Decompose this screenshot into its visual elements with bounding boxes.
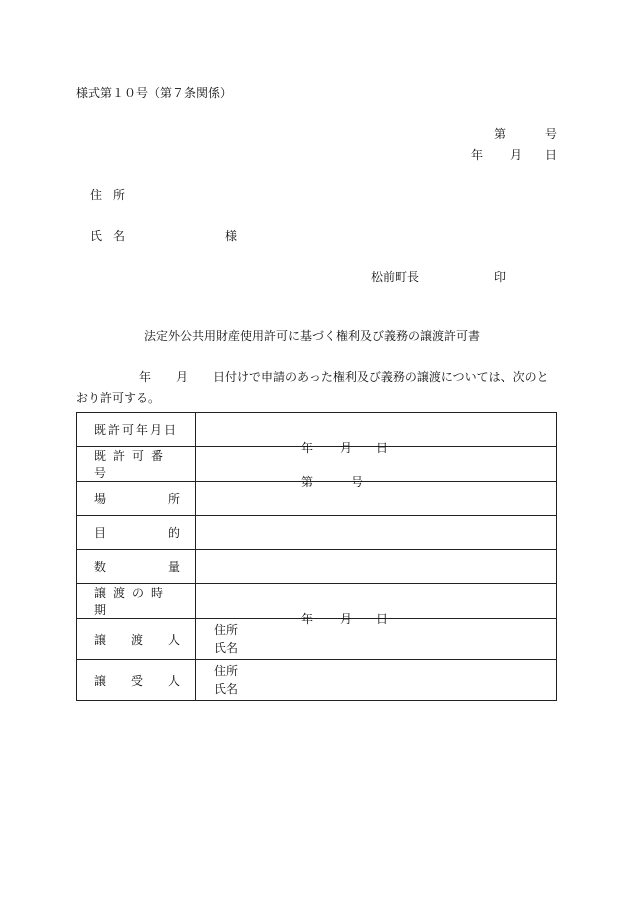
body-year: 年 (139, 370, 152, 384)
transfer-time-day: 日 (376, 612, 389, 626)
transferee-label-1: 譲 (94, 673, 107, 688)
table-row-place (77, 482, 557, 516)
table-row-prev-number (77, 447, 557, 482)
prev-date-label (77, 413, 196, 447)
name-label-2: 名 (113, 229, 126, 243)
quantity-label (77, 550, 196, 584)
transferee-value (196, 660, 557, 701)
purpose-label (77, 516, 196, 550)
doc-number-suffix: 号 (545, 127, 558, 141)
date-month: 月 (510, 148, 523, 162)
transferee-address-label: 住所 (214, 664, 239, 678)
body-line2: おり許可する。 (76, 391, 161, 405)
prev-number-label-text: 既許可番号 (94, 449, 171, 480)
transferor-label-2: 渡 (130, 632, 143, 647)
prev-number-prefix: 第 (301, 475, 314, 489)
prev-date-day: 日 (376, 440, 389, 455)
place-label (77, 482, 196, 516)
table-row-transfer-time (77, 584, 557, 619)
transferor-label (77, 619, 196, 660)
transferee-name-label: 氏名 (214, 682, 239, 696)
place-label-1: 場 (94, 492, 107, 506)
transfer-time-month: 月 (340, 612, 353, 626)
place-label-2: 所 (167, 492, 180, 506)
date-year: 年 (471, 148, 484, 162)
purpose-value (196, 516, 557, 550)
date-day: 日 (545, 148, 558, 162)
transfer-time-label (77, 584, 196, 619)
name-label-1: 氏 (90, 229, 103, 243)
transferor-address-label: 住所 (214, 623, 239, 637)
form-number: 様式第１０号（第７条関係） (76, 86, 233, 100)
honorific: 様 (225, 229, 238, 243)
purpose-label-1: 目 (94, 526, 107, 540)
transfer-time-label-text: 譲渡の時期 (94, 586, 171, 617)
transferee-label-2: 受 (130, 673, 143, 688)
prev-date-label-text: 既許可年月日 (94, 423, 179, 437)
seal-mark: 印 (494, 270, 507, 284)
issuer-title: 松前町長 (371, 270, 420, 284)
transferee-label-3: 人 (167, 673, 180, 688)
body-line1: 日付けで申請のあった権利及び義務の譲渡については、次のと (213, 370, 549, 384)
document-title: 法定外公共用財産使用許可に基づく権利及び義務の譲渡許可書 (144, 329, 481, 343)
address-label-1: 住 (90, 188, 103, 202)
transferor-name-label: 氏名 (214, 641, 239, 655)
quantity-label-2: 量 (167, 560, 180, 574)
quantity-value (196, 550, 557, 584)
prev-number-suffix: 号 (351, 475, 364, 489)
table-row-quantity (77, 550, 557, 584)
table-row-prev-date (77, 413, 557, 447)
transferor-label-3: 人 (167, 632, 180, 647)
transferee-label (77, 660, 196, 701)
doc-number-prefix: 第 (494, 127, 507, 141)
transfer-time-value (196, 584, 557, 626)
prev-date-year: 年 (301, 440, 314, 455)
table-row-transferee (77, 660, 557, 701)
prev-date-value (196, 413, 557, 455)
quantity-label-1: 数 (94, 560, 107, 574)
prev-number-label (77, 447, 196, 482)
prev-date-month: 月 (340, 440, 353, 455)
permit-details-table (76, 412, 557, 701)
transfer-time-year: 年 (301, 612, 314, 626)
body-month: 月 (176, 370, 189, 384)
table-row-transferor (77, 619, 557, 660)
purpose-label-2: 的 (167, 526, 180, 540)
place-value (196, 482, 557, 516)
transferor-label-1: 譲 (94, 632, 107, 647)
table-row-purpose (77, 516, 557, 550)
address-label-2: 所 (113, 188, 126, 202)
